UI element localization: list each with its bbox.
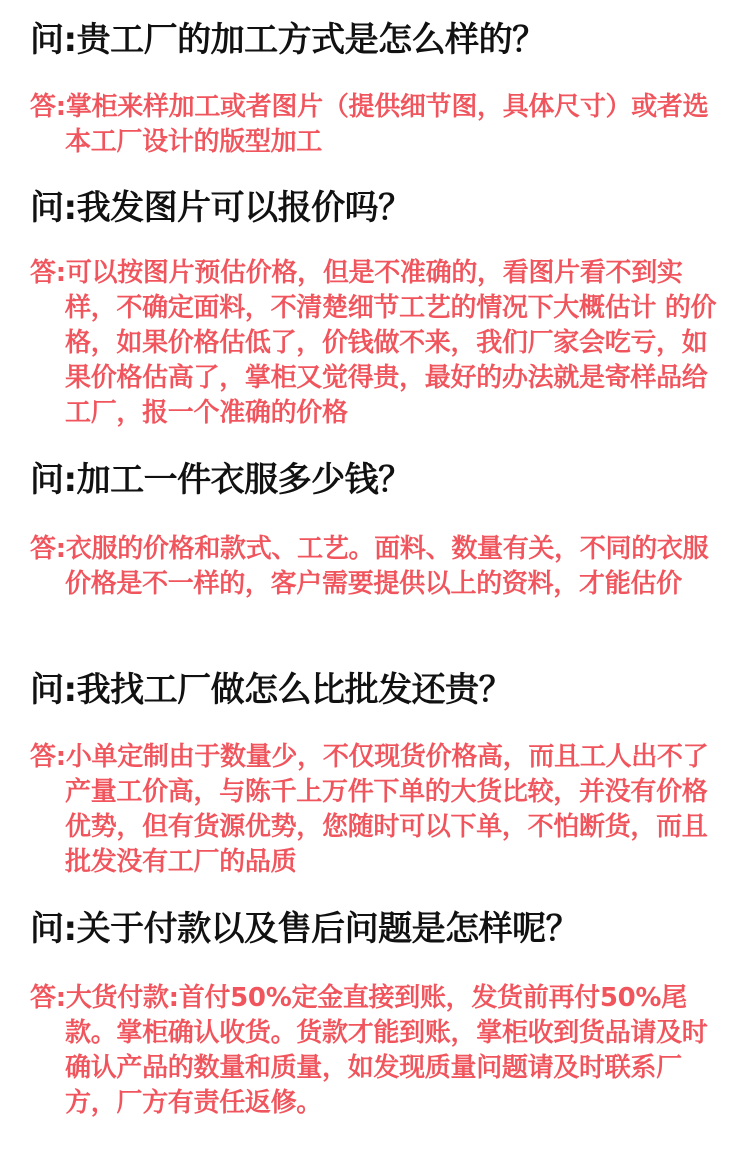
answer-prefix: 答: <box>30 742 66 772</box>
answer-body: 可以按图片预估价格，但是不准确的，看图片看不到实样，不确定面料，不清楚细节工艺的情况下大概估计 的价格，如果价格估低了，价钱做不来，我们厂家会吃亏，如果价格估高了，掌柜又觉得贵，最好的办法就是寄样品给工厂，报一个准确的价格 <box>65 258 717 428</box>
question-text <box>30 18 720 62</box>
question-body: 我发图片可以报价吗？ <box>76 188 412 228</box>
faq-item <box>30 907 720 1121</box>
answer-body: 大货付款:首付50%定金直接到账，发货前再付50%尾款。掌柜确认收货。货款才能到账，掌柜收到货品请及时确认产品的数量和质量，如发现质量问题请及时联系厂方，厂方有责任返修。 <box>65 983 708 1118</box>
question-prefix: 问: <box>30 670 77 710</box>
question-text <box>30 458 720 502</box>
answer-prefix: 答: <box>30 534 66 564</box>
question-prefix: 问: <box>30 460 77 500</box>
answer-text <box>30 90 720 160</box>
question-text <box>30 186 720 230</box>
question-body: 加工一件衣服多少钱？ <box>76 460 412 500</box>
question-prefix: 问: <box>30 188 77 228</box>
question-body: 关于付款以及售后问题是怎样呢？ <box>76 909 580 949</box>
answer-prefix: 答: <box>30 258 66 288</box>
question-body: 贵工厂的加工方式是怎么样的？ <box>76 20 546 60</box>
answer-body: 衣服的价格和款式、工艺。面料、数量有关，不同的衣服价格是不一样的，客户需要提供以上的资料，才能估价 <box>65 534 709 599</box>
answer-text <box>30 532 720 602</box>
faq-item <box>30 668 720 880</box>
answer-prefix: 答: <box>30 983 66 1013</box>
question-text <box>30 668 720 712</box>
faq-item <box>30 18 720 160</box>
question-text <box>30 907 720 951</box>
answer-text <box>30 740 720 880</box>
answer-text <box>30 256 720 431</box>
question-prefix: 问: <box>30 20 77 60</box>
answer-body: 掌柜来样加工或者图片（提供细节图，具体尺寸）或者选本工厂设计的版型加工 <box>65 92 709 157</box>
answer-text <box>30 981 720 1121</box>
question-prefix: 问: <box>30 909 77 949</box>
faq-item <box>30 186 720 431</box>
question-body: 我找工厂做怎么比批发还贵？ <box>76 670 513 710</box>
answer-body: 小单定制由于数量少，不仅现货价格高，而且工人出不了产量工价高，与陈千上万件下单的大货比较，并没有价格优势，但有货源优势，您随时可以下单，不怕断货，而且批发没有工厂的品质 <box>65 742 709 877</box>
faq-item <box>30 458 720 602</box>
answer-prefix: 答: <box>30 92 66 122</box>
